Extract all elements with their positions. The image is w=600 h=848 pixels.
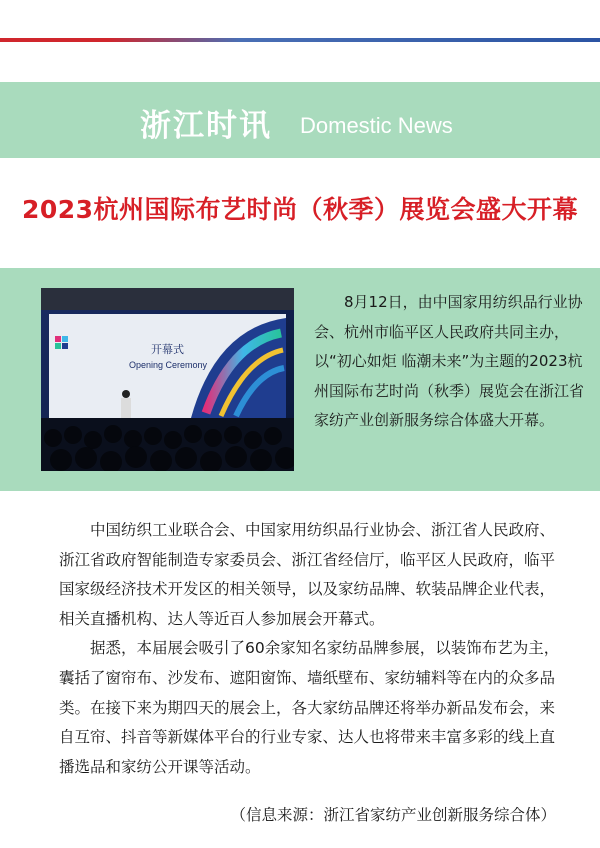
article-paragraph: 中国纺织工业联合会、中国家用纺织品行业协会、浙江省人民政府、浙江省政府智能制造专家委员会、浙江省经信厅，临平区人民政府，临平国家级经济技术开发区的相关领导，以及家纺品牌、软装品牌企业代表，相关直播机构、达人等近百人参加展会开幕式。 — [59, 521, 556, 628]
info-source: （信息来源：浙江省家纺产业创新服务综合体） — [230, 806, 556, 824]
article-headline: 2023杭州国际布艺时尚（秋季）展览会盛大开幕 — [21, 195, 579, 224]
ceremony-photo-illustration — [41, 288, 294, 471]
article-body — [59, 516, 569, 782]
screen-title-cn: 开幕式 — [151, 343, 184, 356]
ceremony-photo — [41, 288, 294, 471]
section-title-cn: 浙江时讯 — [140, 108, 272, 144]
article-intro: 8月12日，由中国家用纺织品行业协会、杭州市临平区人民政府共同主办，以“初心如炬 临潮未来”为主题的2023杭州国际布艺时尚（秋季）展览会在浙江省家纺产业创新服务综合体盛大开幕。 — [314, 293, 585, 429]
screen-title-en: Opening Ceremony — [129, 360, 208, 370]
top-divider-rule — [0, 38, 600, 42]
article-paragraph: 据悉，本届展会吸引了60余家知名家纺品牌参展，以装饰布艺为主，囊括了窗帘布、沙发布、遮阳窗饰、墙纸壁布、家纺辅料等在内的众多品类。在接下来为期四天的展会上，各大家纺品牌还将举办新品发布会，来自互帘、抖音等新媒体平台的行业专家、达人也将带来丰富多彩的线上直播选品和家纺公开课等活动。 — [59, 639, 560, 776]
section-title-en: Domestic News — [300, 113, 453, 138]
